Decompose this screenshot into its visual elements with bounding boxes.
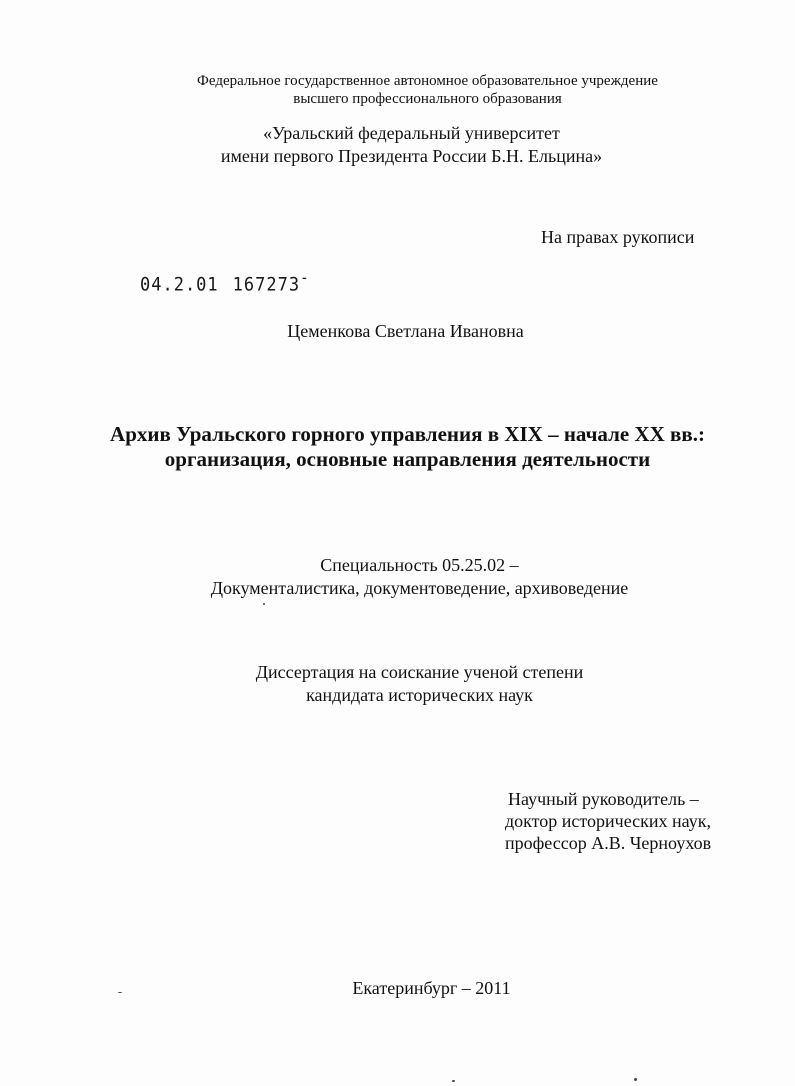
dissertation-line-2: кандидата исторических наук: [306, 685, 533, 705]
stamp-part-2: 167273: [232, 273, 301, 296]
stamp-part-1: 04.2.01: [140, 273, 219, 296]
stamp-mark: -: [300, 269, 310, 288]
scan-speck: [118, 992, 122, 993]
specialty-line-1: Специальность 05.25.02 –: [320, 555, 519, 575]
supervisor-block: [505, 788, 711, 854]
specialty-line-2: Документалистика, документоведение, архивоведение: [210, 578, 629, 598]
institution-line-2: высшего профессионального образования: [293, 91, 562, 107]
thesis-title-line-2: организация, основные направления деятельности: [164, 447, 651, 471]
archive-stamp-number: [140, 271, 310, 295]
supervisor-line-3: профессор А.В. Черноухов: [505, 833, 712, 853]
thesis-title-line-1: Архив Уральского горного управления в XIX – начале XX вв.:: [110, 422, 705, 446]
city-year: Екатеринбург – 2011: [352, 978, 511, 998]
scan-speck: [263, 603, 265, 605]
university-line-2: имени первого Президента России Б.Н. Ельцина»: [220, 146, 603, 166]
supervisor-line-1: Научный руководитель –: [508, 789, 699, 809]
rights-note: На правах рукописи: [541, 227, 695, 247]
author-name: Цеменкова Светлана Ивановна: [287, 321, 524, 341]
dissertation-line-1: Диссертация на соискание ученой степени: [255, 662, 584, 682]
scan-speck: [452, 1080, 455, 1082]
supervisor-line-2: доктор исторических наук,: [505, 811, 711, 831]
scan-speck: [634, 1078, 637, 1081]
institution-line-1: Федеральное государственное автономное образовательное учреждение: [197, 73, 658, 89]
university-line-1: «Уральский федеральный университет: [263, 123, 560, 143]
